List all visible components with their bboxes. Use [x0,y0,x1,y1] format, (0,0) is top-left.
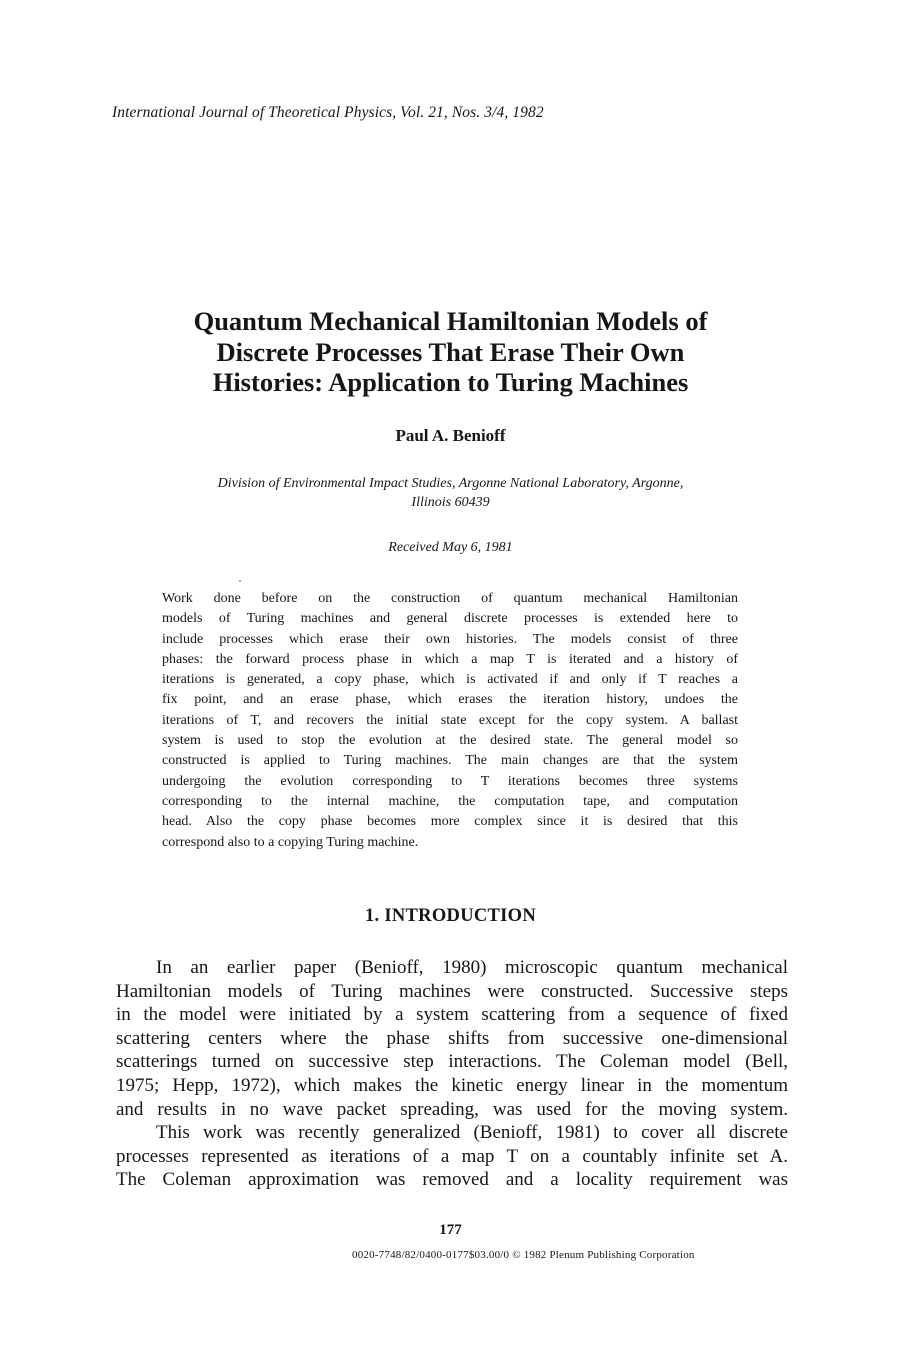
body-line: scattering centers where the phase shifts from successive one-dimensional [116,1027,788,1049]
abstract-line: head. Also the copy phase becomes more complex since it is desired that this [162,814,738,830]
abstract-line: correspond also to a copying Turing machine. [162,834,419,850]
abstract-line: system is used to stop the evolution at the desired state. The general model so [162,733,738,749]
title-line: Discrete Processes That Erase Their Own [216,336,685,367]
abstract-line: models of Turing machines and general discrete processes is extended here to [162,611,738,627]
abstract-line: iterations of T, and recovers the initial state except for the copy system. A ballast [162,712,738,728]
page-number: 177 [439,1222,462,1238]
body-line: This work was recently generalized (Benioff, 1981) to cover all discrete [156,1122,788,1144]
abstract-line: iterations is generated, a copy phase, which is activated if and only if T reaches a [162,672,738,688]
affiliation-line: Division of Environmental Impact Studies, Argonne National Laboratory, Argonne, [217,476,684,491]
scan-speck [239,580,241,582]
section-heading: 1. INTRODUCTION [364,906,537,926]
title-line: Quantum Mechanical Hamiltonian Models of [193,306,708,336]
body-line: 1975; Hepp, 1972), which makes the kinetic energy linear in the momentum [116,1074,788,1096]
journal-reference: International Journal of Theoretical Physics, Vol. 21, Nos. 3/4, 1982 [112,104,544,121]
body-line: In an earlier paper (Benioff, 1980) microscopic quantum mechanical [156,957,788,978]
received-date: Received May 6, 1981 [388,540,513,555]
abstract-line: include processes which erase their own histories. The models consist of three [162,631,738,647]
body-line: processes represented as iterations of a map T on a countably infinite set A. [116,1145,788,1167]
body-line: scatterings turned on successive step interactions. The Coleman model (Bell, [116,1051,788,1073]
paper-title [100,306,801,398]
body-line: and results in no wave packet spreading, was used for the moving system. [116,1098,788,1120]
abstract-line: constructed is applied to Turing machines. The main changes are that the system [162,753,738,769]
body-line: The Coleman approximation was removed and a locality requirement was [116,1169,788,1191]
body-line: Hamiltonian models of Turing machines were constructed. Successive steps [116,980,788,1002]
abstract-line: corresponding to the internal machine, the computation tape, and computation [162,793,738,809]
body-text [116,956,788,1192]
abstract-line: phases: the forward process phase in which a map T is iterated and a history of [162,651,738,667]
title-line: Histories: Application to Turing Machines [212,367,689,397]
copyright-footer: 0020-7748/82/0400-0177$03.00/0 © 1982 Plenum Publishing Corporation [352,1249,695,1261]
affiliation-line: Illinois 60439 [411,495,490,510]
body-line: in the model were initiated by a system scattering from a sequence of fixed [116,1004,788,1026]
affiliation [100,474,801,512]
author-name: Paul A. Benioff [395,426,506,445]
abstract-line: fix point, and an erase phase, which erases the iteration history, undoes the [162,692,738,708]
abstract-line: Work done before on the construction of quantum mechanical Hamiltonian [162,591,738,606]
abstract-line: undergoing the evolution corresponding to T iterations becomes three systems [162,773,738,789]
abstract [162,589,738,853]
